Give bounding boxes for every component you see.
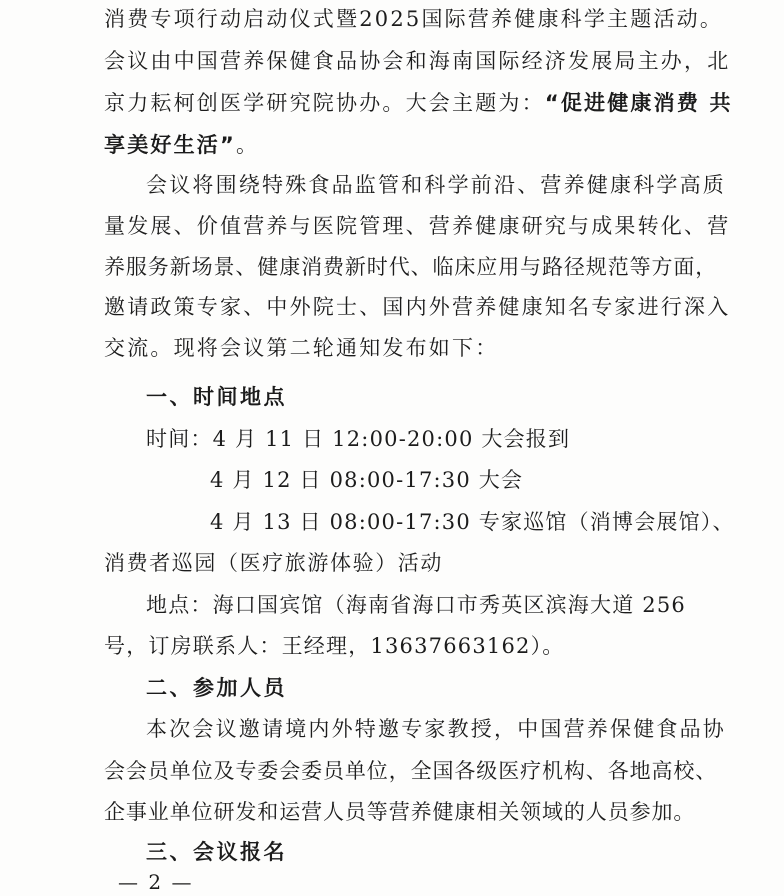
paragraph-line-7: 养服务新场景、健康消费新时代、临床应用与路径规范等方面， [104, 255, 718, 279]
time-line-3: 4 月 13 日 08:00-17:30 专家巡馆（消博会展馆）、 [210, 510, 735, 534]
participants-line-2: 会会员单位及专委会委员单位，全国各级医疗机构、各地高校、 [104, 759, 718, 783]
time-line-3-cont: 消费者巡园（医疗旅游体验）活动 [104, 551, 443, 575]
paragraph-line-5: 会议将围绕特殊食品监管和科学前沿、营养健康科学高质 [146, 173, 726, 197]
section-heading-time-place: 一、时间地点 [146, 385, 287, 409]
paragraph-line-2: 会议由中国营养保健食品协会和海南国际经济发展局主办，北 [104, 49, 731, 73]
paragraph-line-1: 消费专项行动启动仪式暨2025国际营养健康科学主题活动。 [104, 7, 724, 31]
paragraph-line-9: 交流。现将会议第二轮通知发布如下： [104, 336, 499, 360]
time-line-1: 时间：4 月 11 日 12:00-20:00 大会报到 [146, 427, 571, 451]
place-line-1: 地点：海口国宾馆（海南省海口市秀英区滨海大道 256 [146, 593, 686, 617]
theme-bold-text-1: “促进健康消费 共 [544, 91, 733, 115]
section-heading-registration: 三、会议报名 [146, 840, 287, 864]
participants-line-1: 本次会议邀请境内外特邀专家教授，中国营养保健食品协 [146, 717, 726, 741]
section-heading-participants: 二、参加人员 [146, 676, 287, 700]
page-number: — 2 — [118, 870, 194, 894]
paragraph-line-8: 邀请政策专家、中外院士、国内外营养健康知名专家进行深入 [104, 295, 731, 319]
place-line-2: 号，订房联系人：王经理，13637663162）。 [104, 634, 565, 658]
time-line-2: 4 月 12 日 08:00-17:30 大会 [210, 468, 524, 492]
paragraph-line-4 [104, 130, 259, 160]
paragraph-line-3 [104, 88, 733, 118]
participants-line-3: 企事业单位研发和运营人员等营养健康相关领域的人员参加。 [104, 800, 696, 824]
paragraph-line-6: 量发展、价值营养与医院管理、营养健康研究与成果转化、营 [104, 214, 731, 238]
theme-end-punct: 。 [236, 133, 260, 157]
theme-bold-text-2: 享美好生活” [104, 133, 237, 157]
theme-intro-text: 京力耘柯创医学研究院协办。大会主题为： [104, 91, 545, 115]
